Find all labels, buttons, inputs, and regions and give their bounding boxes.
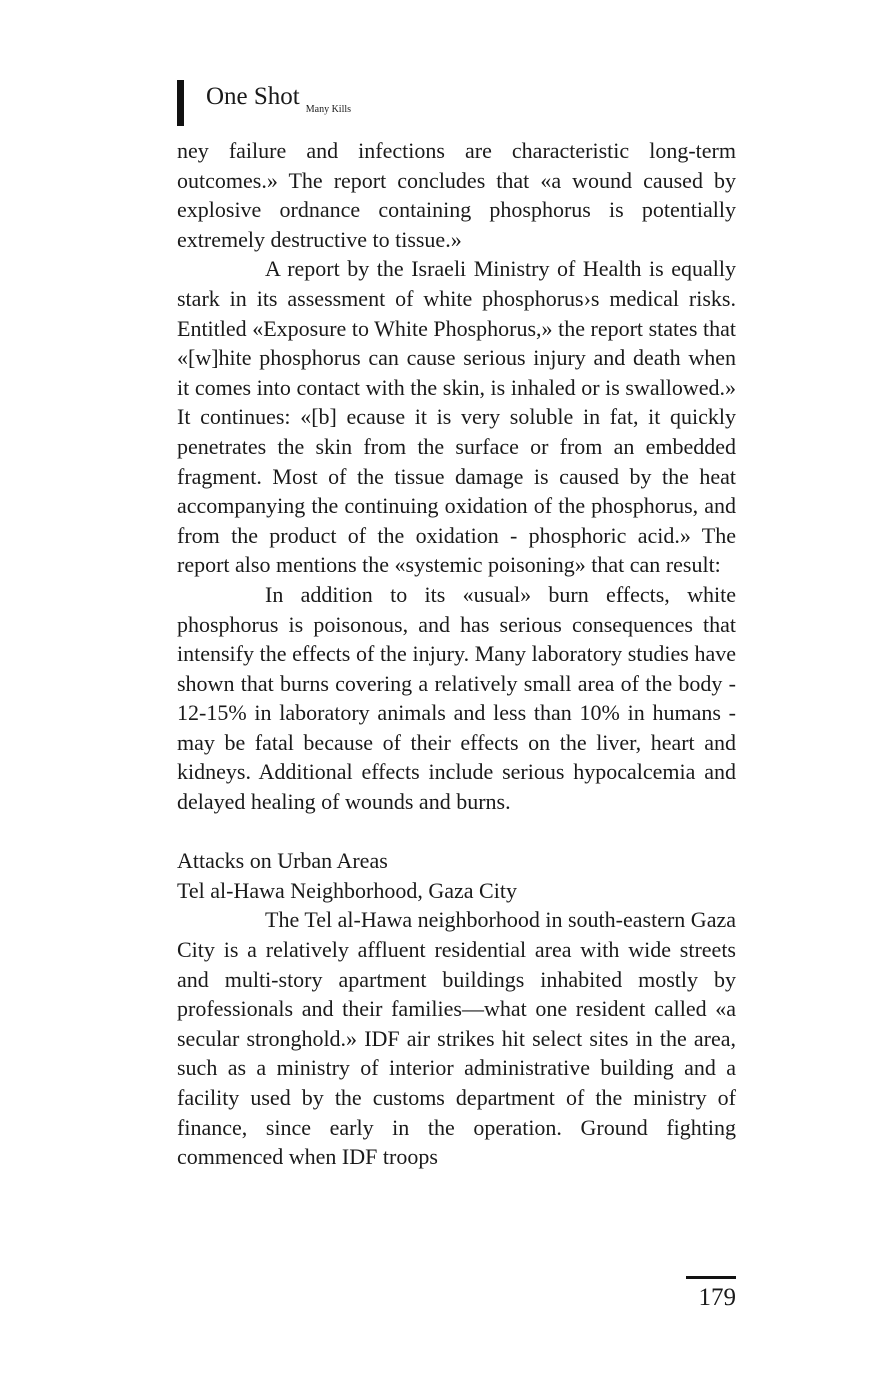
paragraph-ministry-report: A report by the Israeli Ministry of Health is equally stark in its assessment of white phosphorus›s medical risks. Entitled «Exposure to White Phosphorus,» the report states that «[w]hite phosphorus can cause serious injury and death when it comes into contact with the skin, is inhaled or is swallowed.» It continues: «[b] ecause it is very soluble in fat, it quickly penetrates the skin from the surface or from an embedded fragment. Most of the tissue damage is caused by the heat accompanying the continuing oxidation of the phosphorus, and from the product of the oxidation - phosphoric acid.» The report also mentions the «systemic poisoning» that can result: [177, 256, 736, 578]
section-heading: Attacks on Urban Areas [177, 848, 388, 874]
paragraph-tel-al-hawa: The Tel al-Hawa neighborhood in south-eastern Gaza City is a relatively affluent residential area with wide streets and multi-story apartment buildings inhabited mostly by professionals and their families—what one resident called «a secular stronghold.» IDF air strikes hit select sites in the area, such as a ministry of interior administrative building and a facility used by the customs department of the ministry of finance, since early in the operation. Ground fighting commenced when IDF troops [177, 907, 736, 1170]
header-bar [177, 80, 184, 126]
paragraph-continuation: ney failure and infections are characteristic long-term outcomes.» The report concludes that «a wound caused by explosive ordnance containing phosphorus is potentially extremely destructive to tissue.» [177, 138, 736, 252]
running-header [206, 82, 351, 125]
paragraph-quote: In addition to its «usual» burn effects, white phosphorus is poisonous, and has serious consequences that intensify the effects of the injury. Many laboratory studies have shown that burns covering a relatively small area of the body - 12-15% in laboratory animals and less than 10% in humans - may be fatal because of their effects on the liver, heart and kidneys. Additional effects include serious hypocalcemia and delayed healing of wounds and burns. [177, 581, 736, 815]
page-number: 179 [698, 1284, 736, 1311]
subsection-heading: Tel al-Hawa Neighborhood, Gaza City [177, 877, 517, 903]
footer-rule [686, 1276, 736, 1279]
body-text [177, 136, 736, 1172]
running-header-title: One Shot [206, 83, 300, 110]
running-header-subtitle: Many Kills [305, 104, 352, 115]
paragraph-gap [177, 817, 736, 847]
